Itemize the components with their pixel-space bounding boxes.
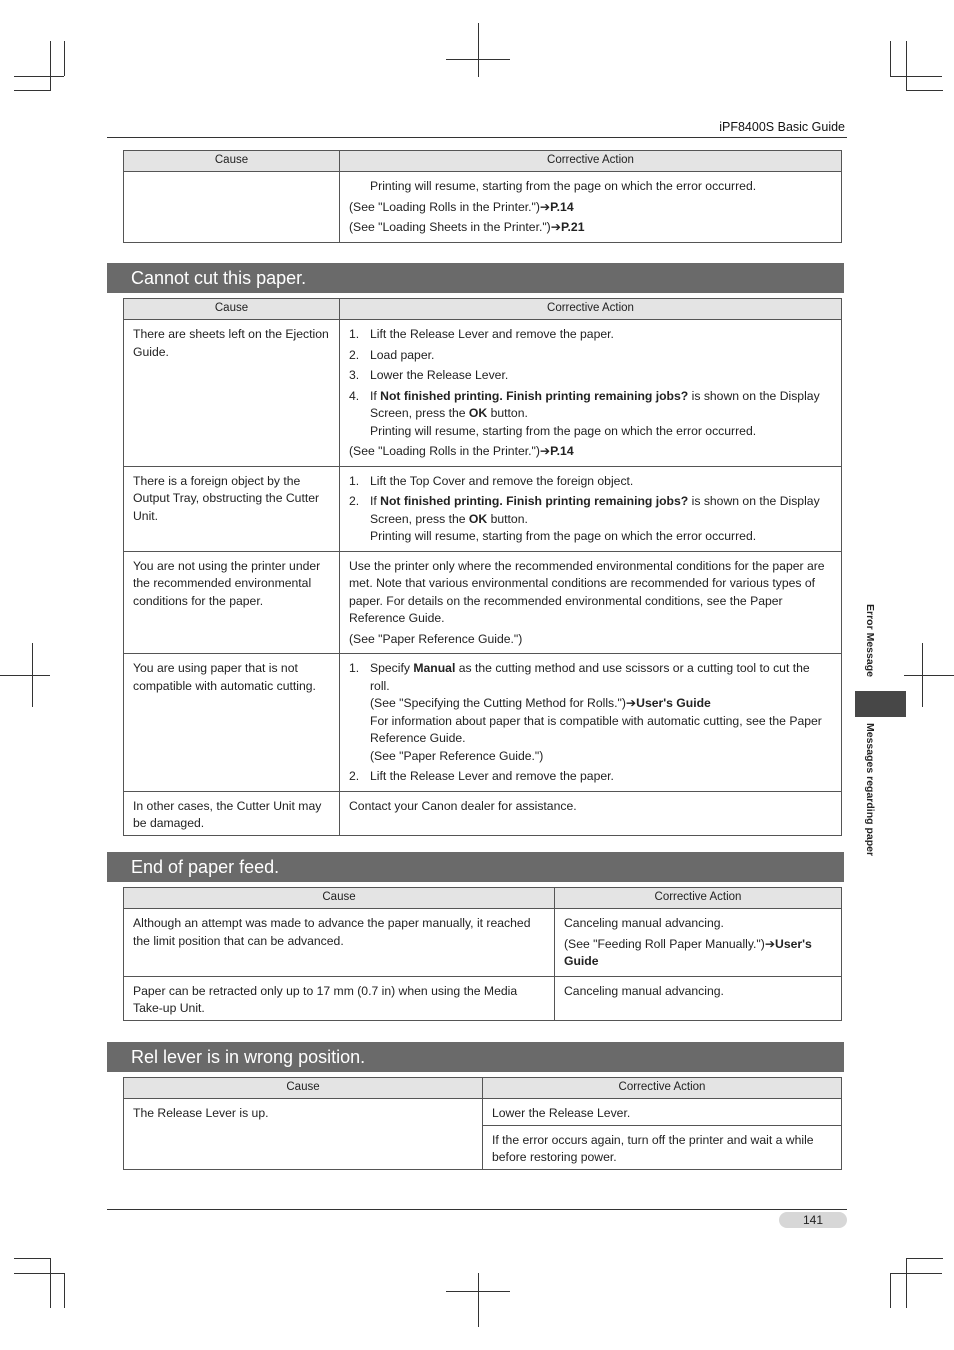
rel-lever-table — [123, 1077, 842, 1170]
table-row — [124, 909, 842, 977]
resume-text: Printing will resume, starting from the page on which the error occurred. — [370, 179, 757, 193]
see-reference: (See "Specifying the Cutting Method for Rolls.")➔User's Guide — [370, 696, 711, 710]
guide-title: iPF8400S Basic Guide — [719, 120, 845, 134]
col-header-action: Corrective Action — [340, 299, 842, 320]
see-reference: (See "Loading Rolls in the Printer.")➔P.14 — [349, 199, 574, 214]
guide-link[interactable]: User's Guide — [564, 936, 812, 968]
side-tab-marker — [855, 691, 906, 717]
see-reference: (See "Loading Sheets in the Printer.")➔P.21 — [349, 220, 585, 234]
end-of-feed-table — [123, 887, 842, 1021]
see-reference: (See "Feeding Roll Paper Manually.")➔User's Guide — [564, 936, 812, 968]
col-header-cause: Cause — [124, 888, 555, 909]
table-row — [124, 320, 842, 467]
guide-link[interactable]: User's Guide — [636, 696, 711, 710]
col-header-cause: Cause — [124, 1078, 483, 1099]
table-cell-action: Use the printer only where the recommended environmental conditions for the paper are met. Note that various environmental conditions are recommended for various types of paper. For details on the recommended environmental conditions, see the Paper Reference Guide. (See "Paper Reference Guide.") — [340, 551, 842, 654]
table-cell-cause: You are using paper that is not compatible with automatic cutting. — [124, 654, 340, 792]
col-header-cause: Cause — [124, 151, 340, 172]
table-cell-cause: Although an attempt was made to advance the paper manually, it reached the limit position that can be advanced. — [124, 909, 555, 977]
cannot-cut-table — [123, 298, 842, 836]
col-header-action: Corrective Action — [555, 888, 842, 909]
col-header-cause: Cause — [124, 299, 340, 320]
table-cell-action: 1. Lift the Top Cover and remove the foreign object. 2. If Not finished printing. Finish printing remaining jobs? is shown on the Display Screen, press the OK button. Printing will resume, starting from the page on which the error occurred. — [340, 466, 842, 551]
table-cell-cause: You are not using the printer under the recommended environmental conditions for the paper. — [124, 551, 340, 654]
table-cell-cause: Paper can be retracted only up to 17 mm (0.7 in) when using the Media Take-up Unit. — [124, 976, 555, 1020]
side-tab-error-message: Error Message — [864, 604, 876, 677]
see-reference: (See "Loading Rolls in the Printer.")➔P.14 — [349, 444, 574, 458]
table-row — [124, 1099, 842, 1126]
table-cell-cause: The Release Lever is up. — [124, 1099, 483, 1170]
table-cell-cause: In other cases, the Cutter Unit may be damaged. — [124, 791, 340, 835]
side-tab-messages-paper: Messages regarding paper — [864, 723, 876, 857]
table-cell-action — [340, 172, 842, 243]
col-header-action: Corrective Action — [483, 1078, 842, 1099]
table-row — [124, 791, 842, 835]
section-heading-rel-lever: Rel lever is in wrong position. — [107, 1042, 844, 1072]
table-cell-action: Canceling manual advancing. (See "Feeding Roll Paper Manually.")➔User's Guide — [555, 909, 842, 977]
table-cell-action: 1. Lift the Release Lever and remove the paper. 2. Load paper. 3. Lower the Release Lever. 4. If Not finished printing. Finish printing remaining jobs? is shown on the Display Screen, press the OK button. Printing will resume, starting from the page on which the error occurred. (See "Loading Rolls in the Printer.")➔P.14 — [340, 320, 842, 467]
table-cell-action: Contact your Canon dealer for assistance. — [340, 791, 842, 835]
table-cell-cause: There are sheets left on the Ejection Guide. — [124, 320, 340, 467]
table-cell-action: 1. Specify Manual as the cutting method and use scissors or a cutting tool to cut the roll. (See "Specifying the Cutting Method for Rolls.")➔User's Guide For information about paper that is compatible with automatic cutting, see the Paper Reference Guide. (See "Paper Reference Guide.") 2. Lift the Release Lever and remove the paper. — [340, 654, 842, 792]
footer-rule — [107, 1209, 847, 1210]
section-heading-cannot-cut: Cannot cut this paper. — [107, 263, 844, 293]
table-cell-cause: There is a foreign object by the Output Tray, obstructing the Cutter Unit. — [124, 466, 340, 551]
page-link[interactable]: P.14 — [550, 199, 574, 214]
header-rule — [107, 137, 847, 138]
table-row — [124, 976, 842, 1020]
table-cell-action: If the error occurs again, turn off the printer and wait a while before restoring power. — [483, 1125, 842, 1169]
page-number: 141 — [779, 1212, 847, 1228]
table-row — [124, 654, 842, 792]
continued-table — [123, 150, 842, 243]
table-cell-action: Lower the Release Lever. — [483, 1099, 842, 1126]
table-row — [124, 551, 842, 654]
page-link[interactable]: P.14 — [550, 444, 574, 458]
table-cell-action: Canceling manual advancing. — [555, 976, 842, 1020]
col-header-action: Corrective Action — [340, 151, 842, 172]
section-heading-end-of-feed: End of paper feed. — [107, 852, 844, 882]
page-link[interactable]: P.21 — [560, 220, 585, 234]
table-cell-cause — [124, 172, 340, 243]
table-row — [124, 466, 842, 551]
